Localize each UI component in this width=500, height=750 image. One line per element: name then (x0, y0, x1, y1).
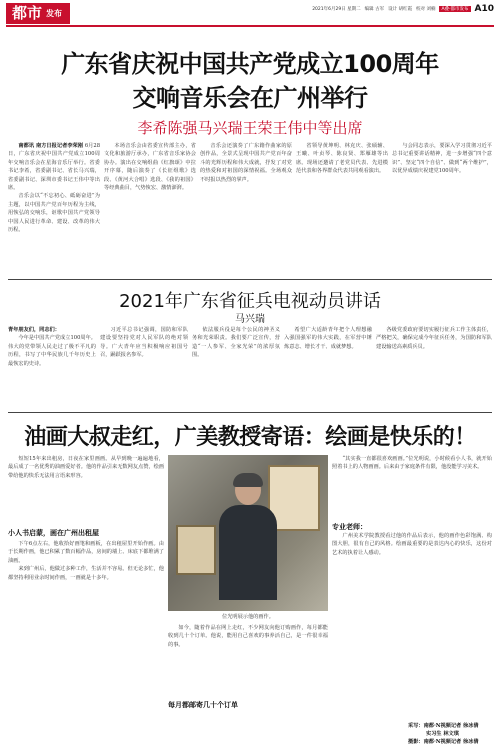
story2-text: 希望广大适龄青年把个人理想融入强国强军的伟大实践，在军营中锤炼意志、增长才干、成就梦想。 (284, 327, 372, 350)
story1-text: 音乐会还演奏了广东籍作曲家的原创作品，全景式呈现中国共产党百年奋斗的光辉历程和伟大成就，抒发了对党的热爱和对祖国的深情祝福。全场观众不时报以热烈的掌声。 (200, 143, 292, 183)
story2-headline: 2021年广东省征兵电视动员讲话 (119, 291, 381, 312)
story3-text: 下午6点左右，他收拾好画笔和画板，在出租屋里开始作画。由于长期作画，他已积累了数百幅作品，房间的墙上、床底下都堆满了油画。 (8, 541, 164, 564)
story1-column-4 (296, 142, 388, 272)
story2-text: 各级党委政府要切实履行征兵工作主体责任，严格把关，确保完成今年征兵任务，为国防和军队建设输送高素质兵员。 (376, 327, 492, 350)
story3-column-mid (168, 624, 328, 698)
story2-text: 今年是中国共产党成立100周年。伟大的党带领人民走过了极不平凡的历程，书写了中华民族几千年历史上最恢宏的史诗。 (8, 335, 96, 367)
painting-frame (176, 525, 216, 575)
story3-text: “其实我一直都很喜欢画画。”位光明说，小时候看小人书，就开始照着书上的人物画画。后来由于家庭条件有限，他没能学习美术。 (332, 456, 492, 471)
proofreader: 校对 刘楠 (416, 7, 436, 12)
page-number: A10 (474, 4, 494, 14)
story3-text: 如今，随着作品在网上走红，不少网友向他订购画作，每月都能收到几十个订单。他说，能用自己喜欢的事养活自己，是一件很幸福的事。 (168, 625, 328, 648)
story3-text: 来到广州后，他做过多种工作，生活并不容易。但无论多忙，他都坚持利用业余时间作画，一画就是十多年。 (8, 566, 164, 581)
story2-column-1 (8, 326, 96, 406)
story2-text: 依法服兵役是每个公民的神圣义务和光荣职责。我们要广泛宣传，营造“一人参军、全家光荣”的浓厚氛围。 (192, 327, 280, 359)
photo-caption: 位光明展示他的画作。 (222, 614, 274, 620)
credit-writer: 采写：南都·N视频记者 徐冰倩 (408, 723, 479, 729)
story3-intro (8, 455, 164, 520)
story2-column-3 (192, 326, 280, 406)
story1-column-2 (104, 142, 196, 272)
story3-subhead-b: 专业老师： (332, 523, 367, 531)
section-sub: 发布 (46, 9, 63, 18)
section-name: 都市 (12, 4, 43, 22)
story3-column-left (8, 540, 164, 740)
credit-photographer: 摄影：南都·N视频记者 徐冰倩 (408, 739, 479, 745)
designer: 设计 胡红霞 (388, 7, 413, 12)
story3-text: 短短15年来出租房，日夜在家里画画。从早到晚一遍遍地看，最后成了一名优秀的油画爱好者。他的作品引来无数网友点赞，绘画带给他的快乐无法用言语来形容。 (8, 456, 164, 479)
story1-headline-line2: 交响音乐会在广州举行 (132, 84, 368, 112)
story1-text: 6月28日，广东省庆祝中国共产党成立100周年交响音乐会在星海音乐厅举行。省委书记李希，省委副书记、省长马兴瑞，省委副书记、深圳市委书记王伟中等出席。 (8, 143, 100, 192)
story2-column-2 (100, 326, 188, 406)
story2-column-5 (376, 326, 492, 406)
section-divider (8, 279, 492, 280)
story1-lead: 南都讯 南方日报记者李荣刚 (18, 143, 84, 149)
story2-text: 习近平总书记强调，国防和军队建设要坚持党对人民军队的绝对领导。广大青年应当积极响应祖国号召，踊跃报名参军。 (100, 327, 188, 359)
section-logo (6, 3, 70, 24)
story1-text: 本场音乐会由省委宣传部主办，省文化和旅游厅承办，广东省音乐家协会协办。演出在交响组曲《红旗颂》中拉开序幕，随后演奏了《长征组歌》选段、《黄河大合唱》选段、《我的祖国》等经典曲目，气势恢宏、激情澎湃。 (104, 143, 196, 192)
story1-column-5 (392, 142, 492, 272)
credit-intern: 实习生 林文琪 (426, 731, 459, 737)
story1-text: 音乐会以“不忘初心、砥砺奋进”为主题，以中国共产党百年历程为主线，用恢弘的交响乐，讴歌中国共产党领导中国人民进行革命、建设、改革的伟大历程。 (8, 193, 100, 234)
story3-headline: 油画大叔走红，广美教授寄语：绘画是快乐的！ (24, 425, 476, 450)
edition-label: A叠·都市发布 (441, 7, 469, 12)
issue-date: 2021年6月29日 星期二 (312, 7, 361, 12)
masthead-meta (312, 4, 494, 14)
story3-subhead-c: 每月都邮寄几十个订单 (168, 701, 238, 709)
masthead-rule (6, 25, 494, 27)
story1-headline-line1: 广东省庆祝中国共产党成立100周年 (61, 50, 439, 78)
story3-column-right-mid (332, 532, 492, 628)
story3-subhead-a: 小人书启蒙，画在广州出租屋 (8, 529, 99, 537)
painter-figure (213, 475, 283, 600)
story1-text: 省领导黄坤明、林克庆、张硕辅、王曦、叶贞琴、陈良贤、郑雁雄等出席。现场还邀请了老党员代表、先进模范代表和各界群众代表共同观看演出。 (296, 143, 388, 175)
story1-column-1 (8, 142, 100, 272)
story3-column-right-top (332, 455, 492, 520)
section-divider (8, 412, 492, 413)
masthead (0, 0, 500, 26)
painter-photo (168, 455, 328, 611)
story2-author: 马兴瑞 (235, 314, 265, 325)
story2-greeting: 青年朋友们，同志们： (8, 327, 60, 333)
story1-column-3 (200, 142, 292, 272)
story2-column-4 (284, 326, 372, 406)
editor: 编辑 古军 (364, 7, 385, 12)
story1-subhead: 李希陈强马兴瑞王荣王伟中等出席 (137, 119, 363, 137)
story3-text: 广州美术学院教授看过他的作品后表示，他的画作色彩饱满、构图大胆，很有自己的风格。绘画最重要的是表达内心的快乐，这份对艺术的执着让人感动。 (332, 533, 492, 556)
story1-text: 与会同志表示，要深入学习贯彻习近平总书记重要讲话精神，进一步增强“四个意识”、坚定“四个自信”、做到“两个维护”，以优异成绩庆祝建党100周年。 (392, 143, 492, 175)
story3-credits (408, 722, 492, 746)
